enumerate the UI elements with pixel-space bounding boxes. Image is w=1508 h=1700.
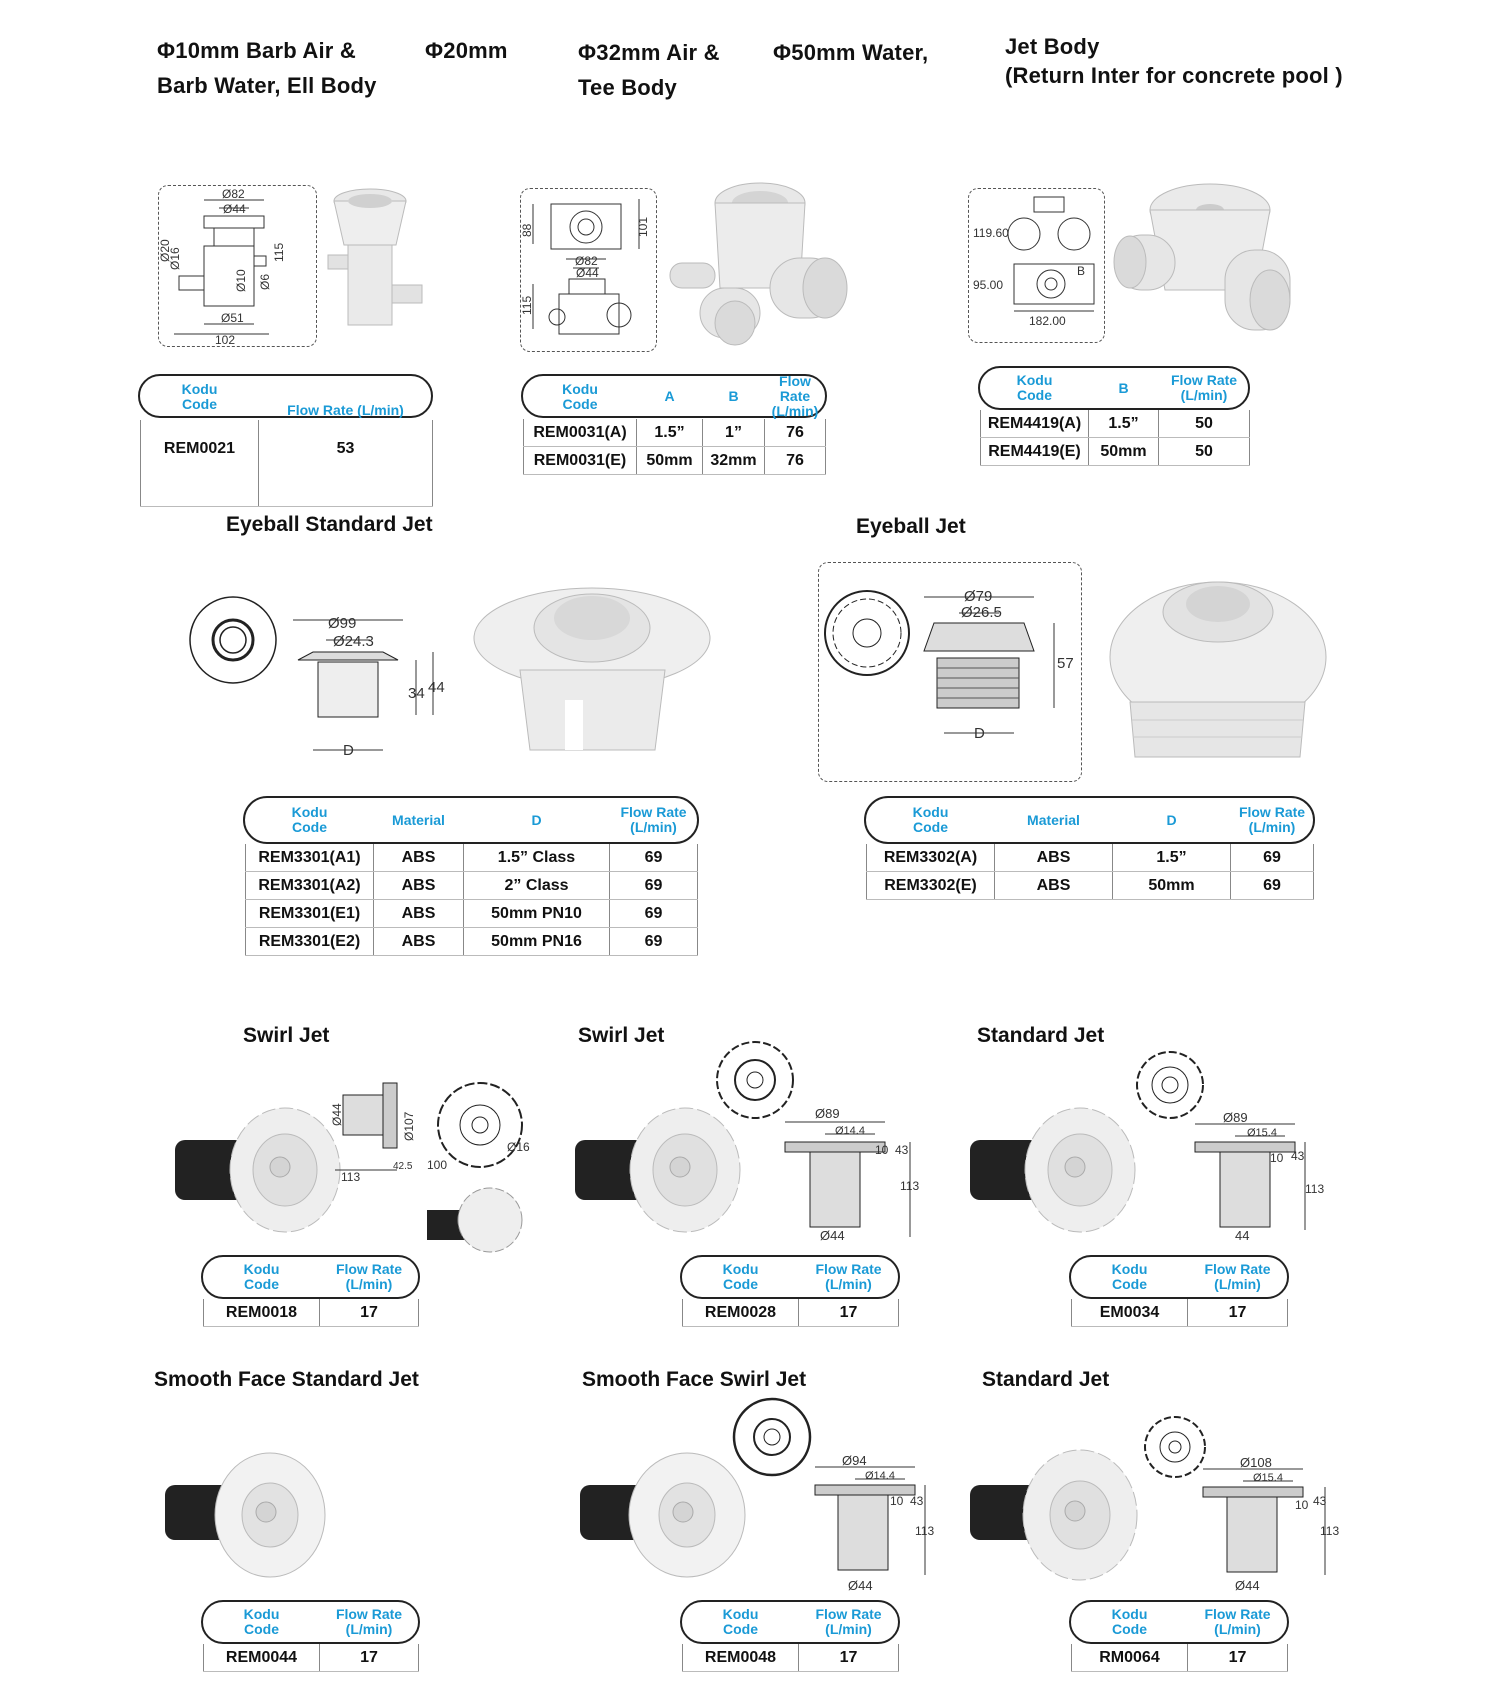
- swirl1-flow: 17: [320, 1299, 419, 1327]
- ell-code: REM0021: [141, 420, 259, 507]
- ell-head-code: Kodu Code: [181, 381, 218, 412]
- smswirl-dim-113: 113: [915, 1524, 935, 1538]
- tee-body-drawing: [520, 188, 657, 352]
- eye-r2-code: REM3302(E): [867, 872, 995, 900]
- tee-table: [523, 374, 826, 475]
- eyestd-head-material: Material: [392, 811, 445, 828]
- tee-r1-b: 1”: [703, 419, 765, 447]
- std2-dim-154: Ø15.4: [1253, 1472, 1283, 1484]
- tee-r1-flow: 76: [765, 419, 826, 447]
- eyeball-standard-photo: [470, 580, 715, 760]
- eyestd-r3-code: REM3301(E1): [246, 900, 374, 928]
- eye-r1-d: 1.5”: [1113, 844, 1231, 872]
- swirl1-dim-16: Ø16: [507, 1140, 530, 1154]
- standard1-photo: [965, 1105, 1145, 1240]
- eyestd-dim-99: Ø99: [328, 615, 357, 632]
- header-tee-line2: Tee Body: [578, 75, 677, 101]
- swirl2-dim-89: Ø89: [815, 1106, 840, 1121]
- eyeball-schematic: [819, 563, 1081, 781]
- tee-head-b: B: [728, 388, 739, 404]
- tee-r1-a: 1.5”: [637, 419, 703, 447]
- smoothstd-head-code: Kodu Code: [243, 1606, 280, 1637]
- jet-table: [980, 366, 1250, 466]
- header-tee-line1: Φ32mm Air &: [578, 40, 720, 65]
- smswirl-dim-10: 10: [890, 1494, 904, 1508]
- eyestd-r1-code: REM3301(A1): [246, 844, 374, 872]
- eyestd-r1-material: ABS: [374, 844, 464, 872]
- swirl1-photo: [170, 1105, 350, 1240]
- swirl1-dim-100: 100: [427, 1158, 448, 1172]
- ell-body-schematic: [159, 186, 316, 346]
- eye-dim-79: Ø79: [964, 588, 993, 605]
- eyestd-r3-material: ABS: [374, 900, 464, 928]
- ell-body-drawing: [158, 185, 317, 347]
- eye-head-code: Kodu Code: [912, 804, 949, 835]
- jet-dim-95: 95.00: [973, 278, 1004, 292]
- swirl1-dim-44: Ø44: [330, 1103, 344, 1126]
- ell-dim-82: Ø82: [222, 187, 245, 201]
- eye-r2-flow: 69: [1231, 872, 1314, 900]
- std1-dim-89: Ø89: [1223, 1110, 1248, 1125]
- ell-head-flow: Flow Rate (L/min): [287, 402, 404, 418]
- ell-dim-6: Ø6: [258, 273, 272, 290]
- smoothswirl-head-code: Kodu Code: [722, 1606, 759, 1637]
- std1-code: EM0034: [1072, 1299, 1188, 1327]
- tee-head-a: A: [664, 388, 675, 404]
- jet-head-code: Kodu Code: [1016, 372, 1053, 403]
- eye-dim-265: Ø26.5: [961, 604, 1002, 621]
- eyestd-r1-flow: 69: [610, 844, 698, 872]
- header-tee-body: [578, 35, 720, 105]
- swirl1-drawing: [330, 1075, 535, 1255]
- header-50mm-water: Φ50mm Water,: [773, 40, 929, 65]
- ell-dim-10: Ø10: [234, 269, 248, 292]
- std1-dim-113: 113: [1305, 1182, 1325, 1196]
- eye-r2-material: ABS: [995, 872, 1113, 900]
- eyestd-r3-d: 50mm PN10: [464, 900, 610, 928]
- swirl1-dim-107: Ø107: [402, 1111, 416, 1141]
- std2-flow: 17: [1188, 1644, 1288, 1672]
- std1-dim-10: 10: [1270, 1151, 1284, 1165]
- swirl1-dim-425: 42.5: [393, 1161, 413, 1172]
- eyestd-head-code: Kodu Code: [291, 804, 328, 835]
- standard1-drawing: [1125, 1050, 1335, 1255]
- header-jet-line1: Jet Body: [1005, 34, 1100, 59]
- jet-head-b: B: [1118, 379, 1129, 396]
- std1-head-flow: Flow Rate (L/min): [1204, 1261, 1271, 1292]
- eyestd-head-flow: Flow Rate (L/min): [620, 804, 687, 835]
- jet-r1-code: REM4419(A): [981, 410, 1089, 438]
- eye-r2-d: 50mm: [1113, 872, 1231, 900]
- jet-r1-b: 1.5”: [1089, 410, 1159, 438]
- eyestd-dim-34: 34: [408, 685, 425, 702]
- header-jet-body: [1005, 33, 1343, 90]
- eye-dim-57: 57: [1057, 655, 1074, 672]
- swirl2-flow: 17: [799, 1299, 899, 1327]
- std2-dim-108: Ø108: [1240, 1455, 1272, 1470]
- swirl1-head-code: Kodu Code: [243, 1261, 280, 1292]
- standard2-drawing: [1135, 1415, 1345, 1600]
- smswirl-dim-94: Ø94: [842, 1453, 867, 1468]
- swirl2-drawing: [715, 1040, 925, 1255]
- smoothswirl-flow: 17: [799, 1644, 899, 1672]
- jet-head-flow: Flow Rate (L/min): [1170, 372, 1238, 403]
- header-ell-line1: Φ10mm Barb Air &: [157, 38, 356, 63]
- eyestd-r4-material: ABS: [374, 928, 464, 956]
- eye-r1-material: ABS: [995, 844, 1113, 872]
- smoothswirl-code: REM0048: [683, 1644, 799, 1672]
- eye-table: [866, 796, 1314, 900]
- std2-code: RM0064: [1072, 1644, 1188, 1672]
- smoothstd-table: [203, 1600, 419, 1672]
- std2-table: [1071, 1600, 1288, 1672]
- eyestd-table: [245, 796, 698, 956]
- header-ell-body: [157, 33, 377, 103]
- swirl1-table: [203, 1255, 419, 1327]
- swirl2-dim-113: 113: [900, 1179, 920, 1193]
- ell-table: [140, 374, 433, 507]
- ell-dim-115: 115: [272, 242, 286, 262]
- swirl2-code: REM0028: [683, 1299, 799, 1327]
- std2-dim-43: 43: [1313, 1494, 1327, 1508]
- eyestd-dim-44: 44: [428, 679, 445, 696]
- jet-dim-182: 182.00: [1029, 314, 1066, 328]
- smoothstd-head-flow: Flow Rate (L/min): [335, 1606, 403, 1637]
- eye-r1-flow: 69: [1231, 844, 1314, 872]
- std2-head-code: Kodu Code: [1111, 1606, 1148, 1637]
- eye-r1-code: REM3302(A): [867, 844, 995, 872]
- std1-table: [1071, 1255, 1288, 1327]
- std2-dim-113: 113: [1320, 1524, 1340, 1538]
- swirl2-dim-144: Ø14.4: [835, 1125, 865, 1137]
- jet-r1-flow: 50: [1159, 410, 1250, 438]
- eyestd-r4-d: 50mm PN16: [464, 928, 610, 956]
- title-smooth-swirl: Smooth Face Swirl Jet: [582, 1368, 807, 1391]
- std2-dim-44: Ø44: [1235, 1578, 1260, 1593]
- jet-body-drawing: [968, 188, 1105, 343]
- jet-body-schematic: [969, 189, 1104, 342]
- title-swirl-2: Swirl Jet: [578, 1024, 665, 1047]
- swirl1-dim-113: 113: [341, 1170, 361, 1184]
- eyestd-r3-flow: 69: [610, 900, 698, 928]
- eyeball-photo: [1100, 562, 1335, 777]
- tee-body-schematic: [521, 189, 656, 351]
- std2-dim-10: 10: [1295, 1498, 1309, 1512]
- eyestd-r2-d: 2” Class: [464, 872, 610, 900]
- eyestd-r2-flow: 69: [610, 872, 698, 900]
- header-jet-line2: (Return Inter for concrete pool ): [1005, 62, 1343, 88]
- jet-r2-b: 50mm: [1089, 438, 1159, 466]
- ell-body-photo: [328, 185, 438, 330]
- title-eyeball-standard: Eyeball Standard Jet: [226, 513, 433, 536]
- title-smooth-standard: Smooth Face Standard Jet: [154, 1368, 419, 1391]
- ell-dim-51: Ø51: [221, 311, 244, 325]
- eyeball-standard-drawing: [188, 580, 468, 760]
- jet-dim-b: B: [1077, 264, 1086, 278]
- smswirl-dim-43: 43: [910, 1494, 924, 1508]
- header-20mm: Φ20mm: [425, 38, 508, 63]
- swirl1-code: REM0018: [204, 1299, 320, 1327]
- tee-r2-a: 50mm: [637, 447, 703, 475]
- swirl2-dim-44: Ø44: [820, 1228, 845, 1243]
- eyestd-r4-code: REM3301(E2): [246, 928, 374, 956]
- eye-head-flow: Flow Rate (L/min): [1238, 804, 1306, 835]
- swirl2-table: [682, 1255, 899, 1327]
- eyestd-r2-code: REM3301(A2): [246, 872, 374, 900]
- smoothstd-flow: 17: [320, 1644, 419, 1672]
- standard2-photo: [965, 1445, 1145, 1585]
- eye-head-material: Material: [1027, 811, 1080, 828]
- smooth-standard-photo: [160, 1450, 330, 1585]
- tee-r1-code: REM0031(A): [524, 419, 637, 447]
- std1-dim-43: 43: [1291, 1149, 1305, 1163]
- smooth-swirl-drawing: [730, 1395, 940, 1600]
- std1-flow: 17: [1188, 1299, 1288, 1327]
- smswirl-dim-144: Ø14.4: [865, 1470, 895, 1482]
- ell-dim-16: Ø16: [168, 247, 182, 270]
- std1-dim-154: Ø15.4: [1247, 1127, 1277, 1139]
- eye-dim-d: D: [974, 725, 985, 742]
- tee-dim-82: Ø82: [575, 254, 598, 268]
- ell-dim-44: Ø44: [223, 202, 246, 216]
- tee-r2-code: REM0031(E): [524, 447, 637, 475]
- ell-dim-102: 102: [215, 333, 236, 347]
- tee-r2-flow: 76: [765, 447, 826, 475]
- eyestd-r4-flow: 69: [610, 928, 698, 956]
- eyeball-drawing: [818, 562, 1082, 782]
- swirl2-dim-43: 43: [895, 1143, 909, 1157]
- eyestd-dim-243: Ø24.3: [333, 633, 374, 650]
- eyestd-head-d: D: [531, 811, 542, 828]
- jet-r2-code: REM4419(E): [981, 438, 1089, 466]
- tee-r2-b: 32mm: [703, 447, 765, 475]
- tee-head-code: Kodu Code: [562, 380, 598, 412]
- tee-body-photo: [665, 178, 855, 353]
- eyestd-r1-d: 1.5” Class: [464, 844, 610, 872]
- swirl2-head-code: Kodu Code: [722, 1261, 759, 1292]
- tee-dim-44: Ø44: [576, 266, 599, 280]
- title-standard-2: Standard Jet: [982, 1368, 1110, 1391]
- smoothswirl-head-flow: Flow Rate (L/min): [815, 1606, 882, 1637]
- ell-dim-20: Ø20: [158, 239, 172, 262]
- header-ell-line2: Barb Water, Ell Body: [157, 73, 377, 99]
- std1-dim-44: 44: [1235, 1228, 1250, 1243]
- smswirl-dim-44: Ø44: [848, 1578, 873, 1593]
- std2-head-flow: Flow Rate (L/min): [1204, 1606, 1271, 1637]
- swirl1-head-flow: Flow Rate (L/min): [335, 1261, 403, 1292]
- swirl2-dim-10: 10: [875, 1143, 889, 1157]
- tee-dim-115: 115: [520, 295, 534, 315]
- smoothswirl-table: [682, 1600, 899, 1672]
- jet-dim-119: 119.60: [973, 226, 1009, 240]
- swirl2-head-flow: Flow Rate (L/min): [815, 1261, 882, 1292]
- smoothstd-code: REM0044: [204, 1644, 320, 1672]
- jet-r2-flow: 50: [1159, 438, 1250, 466]
- std1-head-code: Kodu Code: [1111, 1261, 1148, 1292]
- ell-flow: 53: [259, 420, 433, 507]
- tee-dim-88: 88: [520, 223, 534, 237]
- tee-dim-101: 101: [636, 216, 650, 237]
- tee-head-flow: Flow Rate (L/min): [771, 373, 819, 419]
- title-eyeball: Eyeball Jet: [856, 515, 966, 538]
- eyestd-r2-material: ABS: [374, 872, 464, 900]
- jet-body-photo: [1110, 180, 1300, 345]
- title-standard-1: Standard Jet: [977, 1024, 1105, 1047]
- smooth-swirl-photo: [575, 1450, 750, 1585]
- eyestd-dim-d: D: [343, 742, 354, 759]
- eye-head-d: D: [1166, 811, 1177, 828]
- title-swirl-1: Swirl Jet: [243, 1024, 330, 1047]
